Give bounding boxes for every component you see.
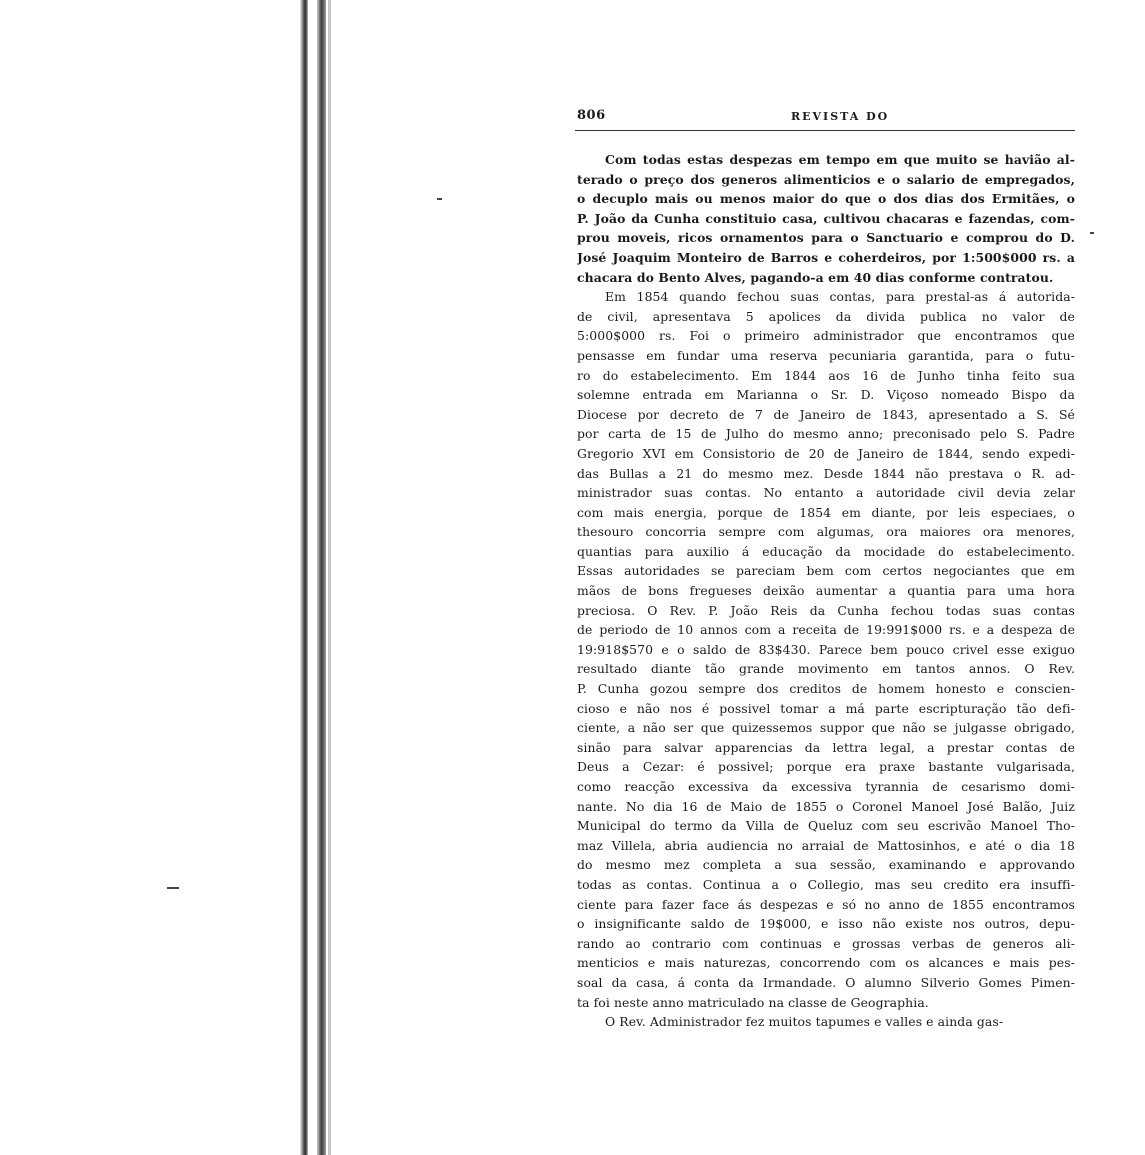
text-line: solemne entrada em Marianna o Sr. D. Viçoso nomeado Bispo da [577,387,1075,403]
text-line: rando ao contrario com continuas e grossas verbas de generos ali- [577,935,1075,951]
page-number: 806 [577,108,606,123]
text-line: das Bullas a 21 do mesmo mez. Desde 1844 não prestava o R. ad- [577,465,1075,481]
text-line: do mesmo mez completa a sua sessão, examinando e approvando [577,857,1075,873]
text-line: ciente, a não ser que quizessemos suppor que não se julgasse obrigado, [577,720,1075,736]
paragraph [577,287,1075,1012]
text-line: prou moveis, ricos ornamentos para o Sanctuario e comprou do D. [577,230,1075,246]
text-line: mãos de bons fregueses deixão aumentar a quantia para uma hora [577,583,1075,599]
text-line: soal da casa, á conta da Irmandade. O alumno Silverio Gomes Pimen- [577,974,1075,990]
scan-speck [437,198,442,200]
text-line: 19:918$570 e o saldo de 83$430. Parece bem pouco crivel esse exiguo [577,641,1075,657]
text-line: menticios e mais naturezas, concorrendo com os alcances e mais pes- [577,955,1075,971]
text-line: Com todas estas despezas em tempo em que muito se havião al- [605,152,1075,167]
text-line: resultado diante tão grande movimento em tantos annos. O Rev. [577,661,1075,677]
text-line: P. Cunha gozou sempre dos creditos de homem honesto e conscien- [577,681,1075,697]
text-line: quantias para auxilio á educação da mocidade do estabelecimento. [577,543,1075,559]
text-line: chacara do Bento Alves, pagando-a em 40 dias conforme contratou. [577,269,1054,285]
text-line: de civil, apresentava 5 apolices da divida publica no valor de [577,308,1075,324]
text-line: Gregorio XVI em Consistorio de 20 de Janeiro de 1844, sendo expedi- [577,445,1075,461]
binding-shadow [300,0,308,1155]
text-line: por carta de 15 de Julho do mesmo anno; preconisado pelo S. Padre [577,426,1075,442]
text-line: ro do estabelecimento. Em 1844 aos 16 de Junho tinha feito sua [577,367,1075,383]
text-line: o insignificante saldo de 19$000, e isso não existe nos outros, depu- [577,916,1075,932]
text-line: o decuplo mais ou menos maior do que o dos dias dos Ermitães, o [577,191,1075,207]
text-line: terado o preço dos generos alimenticios e o salario de empregados, [577,171,1075,187]
text-line: Essas autoridades se pareciam bem com certos negociantes que em [577,563,1075,579]
text-line: preciosa. O Rev. P. João Reis da Cunha fechou todas suas contas [577,602,1075,618]
text-line: pensasse em fundar uma reserva pecuniaria garantida, para o futu- [577,347,1075,363]
text-line: ciente para fazer face ás despezas e só no anno de 1855 encontramos [577,896,1075,912]
text-line: Municipal do termo da Villa de Queluz com seu escrivão Manoel Tho- [577,818,1075,834]
book-gutter [300,0,340,1155]
header-rule [575,130,1075,131]
body-text [577,150,1075,1032]
running-head [563,102,1080,128]
text-line: thesouro concorria sempre com algumas, ora maiores ora menores, [577,524,1075,540]
text-line: como reacção excessiva da excessiva tyrannia de cesarismo domi- [577,779,1075,794]
text-line: 5:000$000 rs. Foi o primeiro administrador que encontramos que [577,328,1075,344]
text-line: com mais energia, porque de 1854 em diante, por leis especiaes, o [577,504,1075,520]
text-line: nante. No dia 16 de Maio de 1855 o Coronel Manoel José Balão, Juiz [577,798,1075,814]
document-page [563,102,1080,1042]
scan-speck [1090,232,1094,234]
header-title: REVISTA DO [791,110,890,123]
text-line: José Joaquim Monteiro de Barros e coherdeiros, por 1:500$000 rs. a [577,249,1075,265]
scan-speck [167,887,179,889]
text-line: O Rev. Administrador fez muitos tapumes e valles e ainda gas- [605,1014,1004,1030]
text-line: Diocese por decreto de 7 de Janeiro de 1843, apresentado a S. Sé [577,406,1075,422]
text-line: P. João da Cunha constituio casa, cultivou chacaras e fazendas, com- [577,210,1075,226]
paragraph [577,150,1075,287]
text-line: sinão para salvar apparencias da lettra legal, a prestar contas de [577,739,1075,755]
text-line: Em 1854 quando fechou suas contas, para prestal-as á autorida- [605,289,1075,305]
text-line: todas as contas. Continua a o Collegio, mas seu credito era insuffi- [577,876,1075,892]
binding-rule [328,0,331,1155]
paragraph [577,1012,1075,1032]
text-line: Deus a Cezar: é possivel; porque era praxe bastante vulgarisada, [577,759,1075,775]
text-line: maz Villela, abria audiencia no arraial de Mattosinhos, e até o dia 18 [577,837,1075,853]
text-line: cioso e não nos é possivel tomar a má parte escripturação tão defi- [577,700,1075,716]
text-line: ministrador suas contas. No entanto a autoridade civil devia zelar [577,485,1075,501]
binding-edge [317,0,326,1155]
text-line: ta foi neste anno matriculado na classe de Geographia. [577,994,929,1010]
text-line: de periodo de 10 annos com a receita de 19:991$000 rs. e a despeza de [577,622,1075,638]
